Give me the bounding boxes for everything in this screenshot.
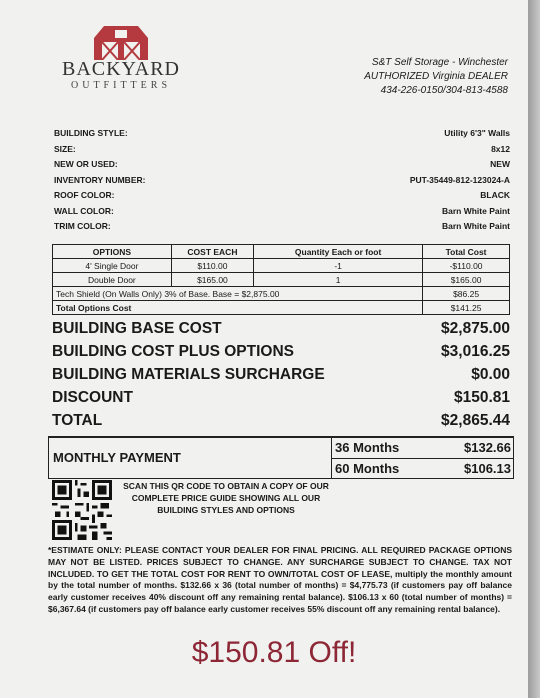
option-cost: $110.00 — [171, 259, 253, 273]
monthly-payment-box — [48, 436, 514, 479]
spec-label: SIZE: — [54, 143, 76, 154]
summary-row — [52, 366, 510, 389]
total-options-value: $141.25 — [423, 301, 510, 315]
summary-label: TOTAL — [52, 412, 103, 429]
qr-code — [52, 480, 112, 540]
table-header: Quantity Each or foot — [254, 245, 423, 259]
estimate-disclaimer: *ESTIMATE ONLY: PLEASE CONTACT YOUR DEALER FOR FINAL PRICING. ALL REQUIRED PACKAGE OPTIONS MAY NOT BE LISTED. PRICES SUBJECT TO CHANGE. ANY SURCHARGE SUBJECT TO CHANGE. TAX NOT INCLUDED. TO GET THE TOTAL COST FOR RENT TO OWN/TOTAL COST OF LEASE, multiply the monthly amount by the total number of months. $132.66 x 36 (total number of months) = $4,775.73 (if customers pay off balance early customer receives 40% discount off any remaining rental balance). $106.13 x 60 (total number of months) = $6,367.64 (if customers pay off balance early customer receives 55% discount off any remaining rental balance). — [48, 545, 512, 614]
monthly-payment-label: MONTHLY PAYMENT — [53, 450, 181, 465]
spec-label: BUILDING STYLE: — [54, 128, 128, 138]
tech-shield-row — [53, 287, 510, 301]
logo-subtitle: OUTFITTERS — [71, 80, 171, 91]
payment-option — [332, 438, 514, 458]
spec-label: INVENTORY NUMBER: — [54, 174, 146, 185]
building-specs — [54, 128, 510, 237]
page-edge — [528, 0, 540, 698]
payment-amount: $132.66 — [464, 440, 511, 455]
tech-shield-label: Tech Shield (On Walls Only) 3% of Base. Base = $2,875.00 — [53, 287, 423, 301]
summary-row — [52, 320, 510, 343]
spec-value: Utility 6'3" Walls — [444, 128, 510, 138]
dealer-phone: 434-226-0150/304-813-4588 — [380, 85, 508, 96]
dealer-info — [364, 56, 508, 98]
option-name: Double Door — [53, 273, 172, 287]
summary-value: $3,016.25 — [441, 343, 510, 360]
spec-value: PUT-35449-812-123024-A — [409, 174, 510, 185]
dealer-status: AUTHORIZED Virginia DEALER — [364, 71, 508, 82]
logo-wordmark: BACKYARD — [61, 58, 181, 80]
summary-row — [52, 343, 510, 366]
table-row — [53, 273, 510, 287]
spec-row — [54, 221, 510, 237]
option-qty: 1 — [254, 273, 423, 287]
summary-label: BUILDING BASE COST — [52, 320, 222, 337]
spec-label: TRIM COLOR: — [54, 221, 111, 231]
summary-value: $2,875.00 — [441, 320, 510, 337]
option-total: $165.00 — [423, 273, 510, 287]
summary-label: DISCOUNT — [52, 389, 133, 406]
options-table — [52, 244, 510, 315]
spec-value: Barn White Paint — [441, 205, 510, 216]
backyard-outfitters-logo — [56, 22, 186, 91]
table-header: OPTIONS — [53, 245, 172, 259]
option-cost: $165.00 — [171, 273, 253, 287]
option-name: 4' Single Door — [53, 259, 172, 273]
discount-banner: $150.81 Off! — [191, 636, 357, 669]
payment-amount: $106.13 — [464, 461, 511, 476]
option-qty: -1 — [254, 259, 423, 273]
table-row — [53, 259, 510, 273]
payment-option — [332, 458, 514, 479]
spec-value: Barn White Paint — [441, 221, 510, 231]
total-options-label: Total Options Cost — [53, 301, 423, 315]
summary-value: $0.00 — [471, 366, 510, 383]
spec-row — [54, 206, 510, 222]
spec-label: WALL COLOR: — [54, 205, 114, 216]
total-options-row — [53, 301, 510, 315]
spec-row — [54, 190, 510, 206]
summary-value: $2,865.44 — [441, 412, 510, 429]
dealer-name: S&T Self Storage - Winchester — [371, 57, 508, 68]
table-header: COST EACH — [171, 245, 253, 259]
spec-value: 8x12 — [491, 143, 510, 154]
qr-instructions: SCAN THIS QR CODE TO OBTAIN A COPY OF OUR COMPLETE PRICE GUIDE SHOWING ALL OUR BUILDING STYLES AND OPTIONS — [123, 481, 329, 515]
summary-label: BUILDING MATERIALS SURCHARGE — [52, 366, 325, 383]
cost-summary — [52, 320, 510, 435]
payment-term: 36 Months — [335, 440, 400, 455]
table-header: Total Cost — [423, 245, 510, 259]
spec-value: BLACK — [480, 190, 510, 200]
payment-term: 60 Months — [335, 461, 400, 476]
qr-code-icon — [52, 480, 112, 540]
spec-row — [54, 128, 510, 144]
spec-row — [54, 175, 510, 191]
spec-value: NEW — [490, 159, 510, 169]
tech-shield-total: $86.25 — [423, 287, 510, 301]
summary-value: $150.81 — [453, 389, 510, 406]
spec-row — [54, 144, 510, 160]
summary-row — [52, 389, 510, 412]
payment-options — [331, 438, 514, 478]
spec-label: ROOF COLOR: — [54, 190, 115, 200]
spec-label: NEW OR USED: — [54, 159, 118, 169]
table-header-row — [53, 245, 510, 259]
spec-row — [54, 159, 510, 175]
barn-icon — [90, 22, 152, 60]
option-total: -$110.00 — [423, 259, 510, 273]
summary-label: BUILDING COST PLUS OPTIONS — [52, 343, 294, 360]
summary-row — [52, 412, 510, 435]
